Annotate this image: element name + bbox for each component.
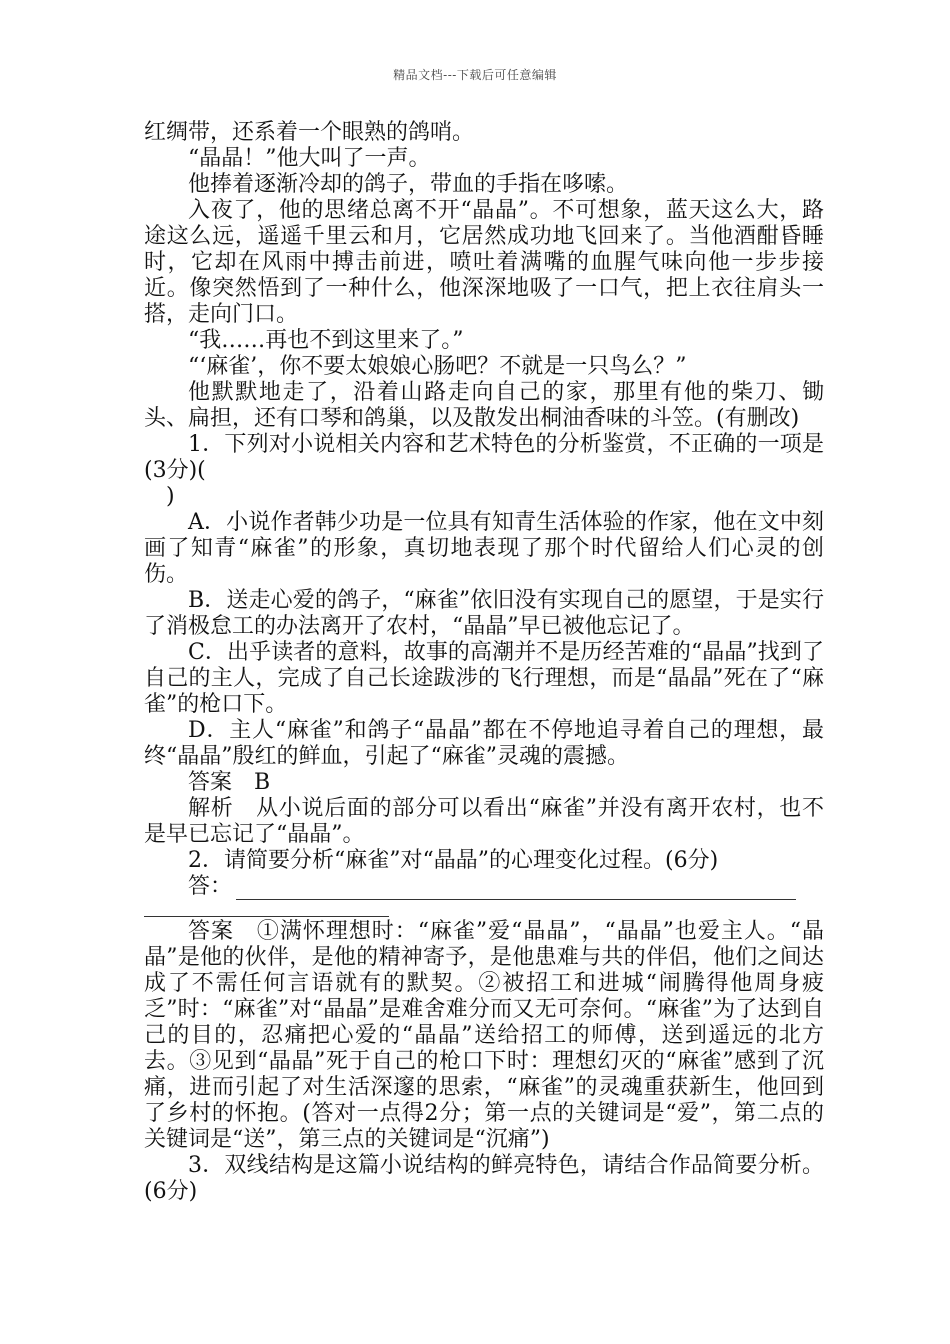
story-paragraph: “我……再也不到这里来了。”	[188, 328, 464, 353]
question-1-answer: 答案 B	[188, 770, 271, 795]
story-paragraph: 红绸带，还系着一个眼熟的鸽哨。	[144, 120, 475, 145]
question-1-option-c: C．出乎读者的意料，故事的高潮并不是历经苦难的“晶晶”找到了自己的主人，完成了自己长途跋涉的飞行理想，而是“晶晶”死在了“麻雀”的枪口下。	[144, 640, 824, 717]
question-1-option-d: D．主人“麻雀”和鸽子“晶晶”都在不停地追寻着自己的理想，最终“晶晶”殷红的鲜血，引起了“麻雀”灵魂的震撼。	[144, 718, 824, 769]
document-body	[144, 120, 824, 1205]
question-1-close: )	[166, 484, 175, 509]
question-1-option-b: B．送走心爱的鸽子，“麻雀”依旧没有实现自己的愿望，于是实行了消极怠工的办法离开了农村，“晶晶”早已被他忘记了。	[144, 588, 824, 639]
answer-blank-line[interactable]	[236, 879, 796, 900]
answer-prompt: 答：	[188, 874, 233, 899]
story-paragraph: 他默默地走了，沿着山路走向自己的家，那里有他的柴刀、锄头、扁担，还有口琴和鸽巢，以及散发出桐油香味的斗笠。(有删改)	[144, 380, 824, 431]
question-1-option-a: A．小说作者韩少功是一位具有知青生活体验的作家，他在文中刻画了知青“麻雀”的形象，真切地表现了那个时代留给人们心灵的创伤。	[144, 510, 824, 587]
story-paragraph: “‘麻雀’，你不要太娘娘心肠吧？不就是一只鸟么？”	[188, 354, 687, 379]
question-1-stem: 1．下列对小说相关内容和艺术特色的分析鉴赏，不正确的一项是(3分)(	[144, 432, 824, 483]
question-2-stem: 2．请简要分析“麻雀”对“晶晶”的心理变化过程。(6分)	[188, 848, 719, 873]
question-1-analysis: 解析 从小说后面的部分可以看出“麻雀”并没有离开农村，也不是早已忘记了“晶晶”。	[144, 796, 824, 847]
answer-blank-line-2[interactable]	[144, 900, 389, 917]
question-2-answer-row	[144, 874, 824, 900]
story-paragraph: “晶晶！”他大叫了一声。	[188, 146, 431, 171]
story-paragraph: 他捧着逐渐冷却的鸽子，带血的手指在哆嗦。	[188, 172, 629, 197]
question-3-stem: 3．双线结构是这篇小说结构的鲜亮特色，请结合作品简要分析。(6分)	[144, 1153, 824, 1204]
story-paragraph: 入夜了，他的思绪总离不开“晶晶”。不可想象，蓝天这么大，路途这么远，遥遥千里云和月，它居然成功地飞回来了。当他酒酣昏睡时，它却在风雨中搏击前进，喷吐着满嘴的血腥气味向他一步步接近。像突然悟到了一种什么，他深深地吸了一口气，把上衣往肩头一搭，走向门口。	[144, 198, 824, 327]
question-2-answer: 答案 ①满怀理想时：“麻雀”爱“晶晶”，“晶晶”也爱主人。“晶晶”是他的伙伴，是他的精神寄予，是他患难与共的伴侣，他们之间达成了不需任何言语就有的默契。②被招工和进城“闹腾得他周身疲乏”时：“麻雀”对“晶晶”是难舍难分而又无可奈何。“麻雀”为了达到自己的目的，忍痛把心爱的“晶晶”送给招工的师傅，送到遥远的北方去。③见到“晶晶”死于自己的枪口下时：理想幻灭的“麻雀”感到了沉痛，进而引起了对生活深邃的思索，“麻雀”的灵魂重获新生，他回到了乡村的怀抱。(答对一点得2分；第一点的关键词是“爱”，第二点的关键词是“送”，第三点的关键词是“沉痛”)	[144, 919, 824, 1152]
page-header: 精品文档---下载后可任意编辑	[393, 68, 557, 82]
